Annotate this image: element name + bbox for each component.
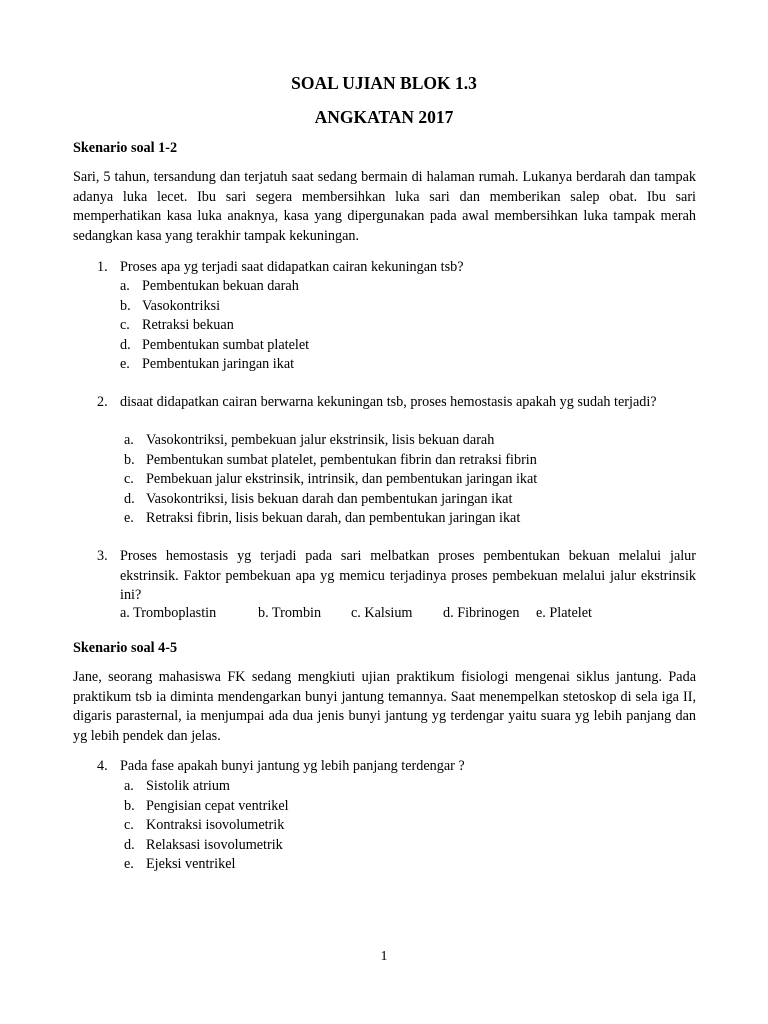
option-letter: d. [120,336,131,353]
scenario-heading: Skenario soal 1-2 [73,140,178,156]
document-subtitle: ANGKATAN 2017 [314,107,454,127]
answer-option [124,470,696,490]
question-text: Proses apa yg terjadi saat didapatkan cairan kekuningan tsb? [120,259,464,275]
option-letter: d. [124,490,135,507]
document-title: SOAL UJIAN BLOK 1.3 [291,73,477,93]
option-text: Pembekuan jalur ekstrinsik, intrinsik, dan pembentukan jaringan ikat [146,471,538,487]
option-text: Vasokontriksi, pembekuan jalur ekstrinsik, lisis bekuan darah [146,432,495,448]
answer-option [120,316,696,336]
question-text: disaat didapatkan cairan berwarna kekuningan tsb, proses hemostasis apakah yg sudah terjadi? [120,394,657,410]
option-letter: e. [124,856,134,872]
answer-option [124,431,696,451]
question-number: 2. [97,394,108,410]
option-text: Ejeksi ventrikel [146,856,236,872]
option-text: Vasokontriksi [142,297,221,314]
option-text: Relaksasi isovolumetrik [146,836,283,853]
option-text: Retraksi fibrin, lisis bekuan darah, dan pembentukan jaringan ikat [146,510,521,526]
scenario-paragraph: Sari, 5 tahun, tersandung dan terjatuh saat sedang bermain di halaman rumah. Lukanya berdarah dan tampak adanya luka lecet. Ibu sari segera membersihkan luka sari dan memberikan salep obat. Ibu sari memperhatikan kasa luka anaknya, kasa yang dipergunakan pada awal membersihkan luka tampak merah sedangkan kasa yang terakhir tampak kekuningan. [73,169,696,244]
answer-option: c. Kalsium [351,605,413,621]
option-letter: b. [120,297,131,314]
option-text: Kontraksi isovolumetrik [146,817,285,833]
answer-option [124,490,696,510]
scenario-heading: Skenario soal 4-5 [73,640,178,656]
answer-option [124,816,696,836]
question-number: 4. [97,758,108,774]
page-number: 1 [380,949,388,964]
scenario-paragraph: Jane, seorang mahasiswa FK sedang mengkiuti ujian praktikum fisiologi mengenai siklus jantung. Pada praktikum tsb ia diminta mendengarkan bunyi jantung temannya. Saat menempelkan stetoskop di sela iga II, digaris parasternal, ia menjumpai ada dua jenis bunyi jantung yg terdengar yaitu suara yg lebih panjang dan yg lebih pendek dan jelas. [73,669,696,744]
answer-options [120,277,696,375]
option-letter: a. [124,778,134,794]
option-text: Pengisian cepat ventrikel [146,797,289,814]
answer-option [124,855,696,875]
option-text: Retraksi bekuan [142,317,234,333]
answer-options [124,431,696,529]
answer-option [120,297,696,317]
option-text: Pembentukan bekuan darah [142,278,299,294]
option-letter: e. [120,356,130,372]
option-letter: c. [120,317,130,333]
option-letter: e. [124,510,134,526]
option-text: Pembentukan sumbat platelet [142,336,310,353]
option-letter: c. [124,817,134,833]
answer-option [120,336,696,356]
option-letter: b. [124,451,135,468]
answer-option: a. Tromboplastin [120,605,217,621]
answer-option: d. Fibrinogen [443,605,520,621]
answer-option [124,777,696,797]
answer-option [120,355,696,375]
answer-option [124,797,696,817]
answer-options [124,777,696,875]
answer-option [124,509,696,529]
question-text: Pada fase apakah bunyi jantung yg lebih panjang terdengar ? [120,758,465,774]
answer-option: b. Trombin [258,605,322,621]
option-letter: c. [124,471,134,487]
option-text: Pembentukan sumbat platelet, pembentukan fibrin dan retraksi fibrin [146,451,537,468]
option-text: Pembentukan jaringan ikat [142,356,295,372]
question-number: 3. [97,548,108,564]
option-letter: a. [120,278,130,294]
answer-option [124,451,696,471]
question-text: Proses hemostasis yg terjadi pada sari melbatkan proses pembentukan bekuan melalui jalur ekstrinsik. Faktor pembekuan apa yg memicu terjadinya proses pembekuan melalui jalur ekstrinsik ini? [120,548,696,603]
question-number: 1. [97,259,108,275]
option-letter: b. [124,797,135,814]
answer-option: e. Platelet [536,605,592,621]
answer-option [120,277,696,297]
option-text: Sistolik atrium [146,778,230,794]
answer-option [124,836,696,856]
option-text: Vasokontriksi, lisis bekuan darah dan pembentukan jaringan ikat [146,490,513,507]
option-letter: a. [124,432,134,448]
option-letter: d. [124,836,135,853]
